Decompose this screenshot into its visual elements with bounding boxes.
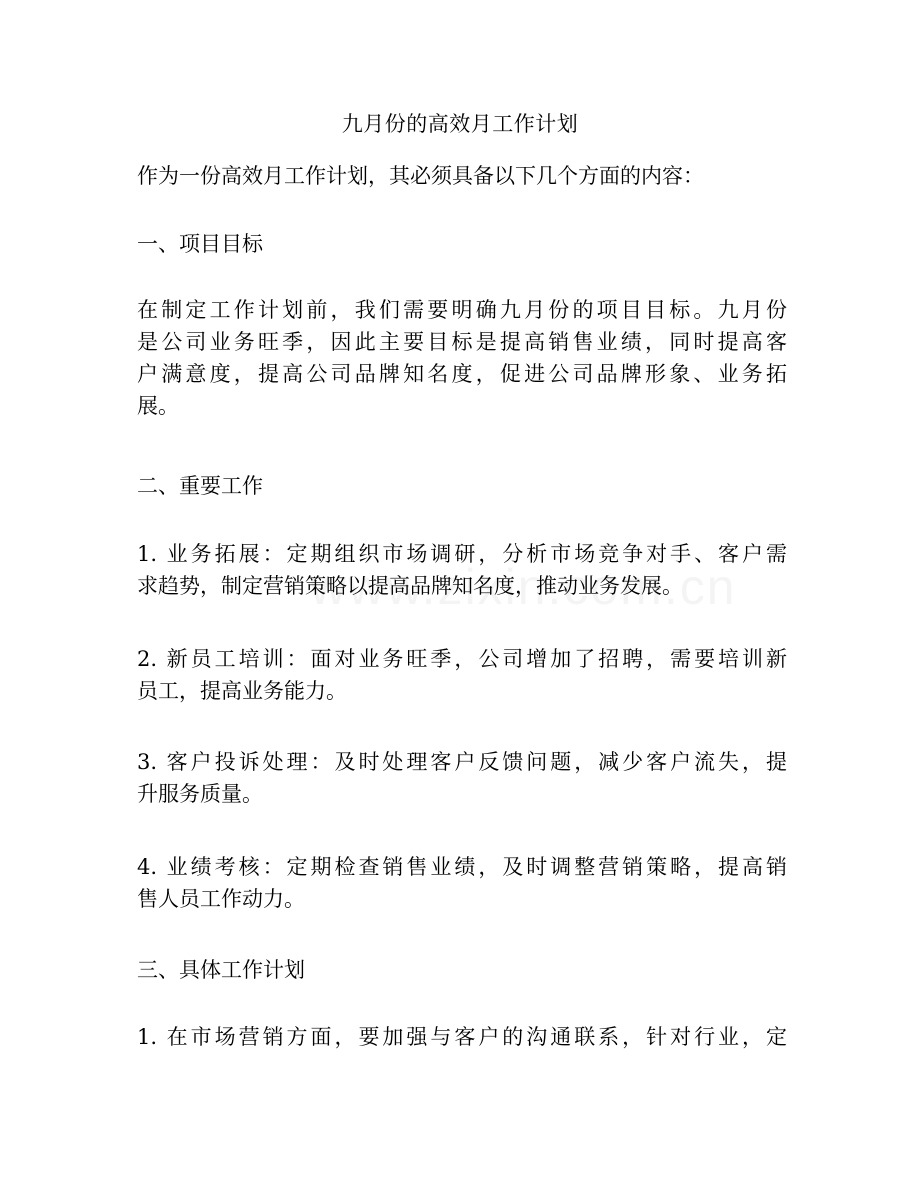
list-item-line: 1. 在市场营销方面，要加强与客户的沟通联系，针对行业，定	[137, 1025, 787, 1049]
section-heading-3	[137, 954, 787, 986]
list-item-2-4	[137, 851, 787, 915]
list-item-line: 4. 业绩考核：定期检查销售业绩，及时调整营销策略，提高销	[137, 855, 787, 879]
intro-paragraph	[137, 160, 787, 192]
section-1-paragraph	[137, 294, 787, 422]
list-item-2-3	[137, 746, 787, 810]
intro-line: 作为一份高效月工作计划，其必须具备以下几个方面的内容：	[137, 164, 704, 188]
list-item-line: 2. 新员工培训：面对业务旺季，公司增加了招聘，需要培训新	[137, 647, 787, 671]
list-item-line: 员工，提高业务能力。	[137, 679, 347, 703]
document-title: 九月份的高效月工作计划	[341, 112, 579, 136]
section-heading-1	[137, 228, 787, 260]
list-item-line: 1. 业务拓展：定期组织市场调研，分析市场竞争对手、客户需	[137, 542, 787, 566]
section-2-heading: 二、重要工作	[137, 474, 263, 498]
list-item-line: 3. 客户投诉处理：及时处理客户反馈问题，减少客户流失，提	[137, 750, 787, 774]
list-item-line: 售人员工作动力。	[137, 887, 305, 911]
list-item-line: 升服务质量。	[137, 782, 263, 806]
paragraph-line: 户满意度，提高公司品牌知名度，促进公司品牌形象、业务拓	[137, 362, 787, 386]
list-item-2-1	[137, 538, 787, 602]
list-item-2-2	[137, 643, 787, 707]
list-item-3-1	[137, 1021, 787, 1053]
list-item-line: 求趋势，制定营销策略以提高品牌知名度，推动业务发展。	[137, 574, 683, 598]
paragraph-line: 是公司业务旺季，因此主要目标是提高销售业绩，同时提高客	[137, 330, 787, 354]
section-heading-2	[137, 470, 787, 502]
paragraph-line: 展。	[137, 394, 179, 418]
paragraph-line: 在制定工作计划前，我们需要明确九月份的项目目标。九月份	[137, 298, 787, 322]
section-3-heading: 三、具体工作计划	[137, 958, 305, 982]
section-1-heading: 一、项目目标	[137, 232, 263, 256]
